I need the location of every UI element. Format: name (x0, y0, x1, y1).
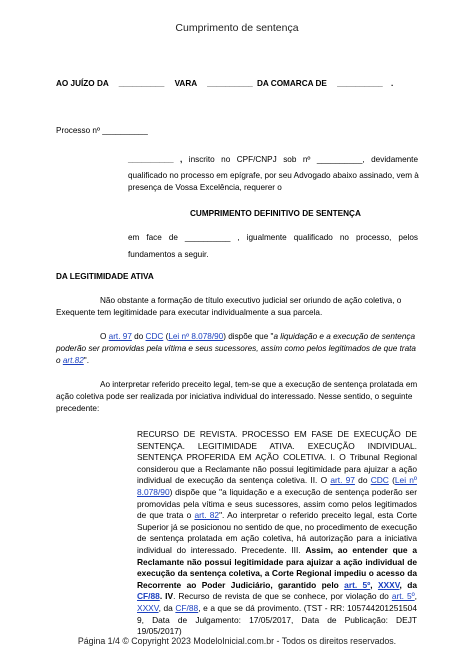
qualification-line3: presença de Vossa Excelência, requerer o (128, 183, 282, 192)
link-cf88[interactable]: CF/88 (137, 591, 160, 602)
link-cdc[interactable]: CDC (145, 332, 164, 341)
addressing-blank2: __________ (207, 79, 253, 88)
para2-text: O (100, 332, 109, 341)
against-line1: em face de __________ , igualmente qualificado no processo, pelos (128, 233, 418, 242)
quote-bold-text: , da (399, 579, 417, 590)
para3-line1: Ao interpretar referido preceito legal, tem-se que a execução de sentença prolatada em (100, 380, 418, 389)
link-art-82[interactable]: art. 82 (194, 510, 220, 521)
quote-bold-text: Assim, ao entender que a Reclamante não possui legitimidade para ajuizar a ação individual de execução da sentença coletiva, a Corte Regional impediu o acesso da Recorrente ao Poder Judiciário, garantido pelo (137, 544, 417, 590)
para2-text: ( (163, 332, 169, 341)
addressing-part3: DA COMARCA DE (256, 79, 327, 88)
section-title: DA LEGITIMIDADE ATIVA (56, 272, 154, 281)
quote-text: , e a que se dá provimento. (TST - RR: 105744201251504 9, Data de Julgamento: 17/05/2017, Data de Publicação: DEJT 19/05/2017) (137, 602, 417, 637)
para1-line2: Exequente tem legitimidade para executar individualmente a sua parcela. (56, 308, 323, 317)
para3-line2: ação coletiva pode ser realizada por iniciativa individual do interessado. Nesse sentido, o seguinte (56, 392, 413, 401)
para2-text: ". (83, 356, 89, 365)
court-addressing (56, 78, 393, 90)
link-lei-8078[interactable]: Lei nº 8.078/90 (168, 332, 224, 341)
para2-text: ) dispõe que " (223, 332, 274, 341)
para2-line3 (56, 355, 89, 367)
quote-text: , (414, 591, 417, 602)
quote-text: do (354, 475, 371, 486)
addressing-blank3: __________ (337, 79, 383, 88)
para2-line2: poderão ser promovidas pela vítima e seus sucessores, assim como pelos legitimados de que trata (56, 344, 416, 353)
quote-bold-text: , (370, 579, 378, 590)
para1-line1: Não obstante a formação de título executivo judicial ser oriundo de ação coletiva, o (100, 296, 402, 305)
qualification-cpf: inscrito no CPF/CNPJ sob nº __________, devidamente (188, 155, 419, 164)
addressing-blank1: __________ (118, 79, 165, 88)
para2-quote: o (56, 356, 63, 365)
link-cdc[interactable]: CDC (370, 475, 389, 486)
qualification-line1 (128, 154, 418, 166)
quote-text: , da (158, 602, 176, 613)
link-xxxv[interactable]: XXXV (137, 602, 159, 613)
addressing-part2: VARA (174, 79, 197, 88)
para2-text: do (131, 332, 146, 341)
link-xxxv[interactable]: XXXV (377, 579, 400, 590)
case-number: Processo nº __________ (56, 126, 148, 135)
against-line2: fundamentos a seguir. (128, 250, 209, 259)
link-art-5[interactable]: art. 5º (344, 579, 371, 590)
quote-text: . Recurso de revista de que se conhece, por violação do (173, 591, 392, 602)
quote-text: ( (388, 475, 395, 486)
jurisprudence-quote (137, 429, 417, 638)
quote-text: ) dispõe que "a liquidação e a execução de sentença poderão ser promovidas pela vítima e seus sucessores, assim como pelos legitimados de que trata o (137, 486, 417, 521)
link-art-97[interactable]: art. 97 (108, 332, 132, 341)
link-cf88[interactable]: CF/88 (175, 602, 199, 613)
para2-quote: a liquidação e a execução de sentença (273, 332, 416, 341)
para2-line1 (100, 331, 415, 343)
party-name-blank: __________ , (128, 155, 183, 164)
link-art-5[interactable]: art. 5º (391, 591, 415, 602)
addressing-part1: AO JUÍZO DA (56, 79, 109, 88)
quote-text: RECURSO DE REVISTA. PROCESSO EM FASE DE EXECUÇÃO DE SENTENÇA. LEGITIMIDADE ATIVA. EXECUÇÃO INDIVIDUAL. SENTENÇA PROFERIDA EM AÇÃO COLETIVA. I. O Tribunal Regional considerou que a Reclamante não possui legitimidade para ajuizar a ação individual de execução da sentença coletiva. II. O (137, 429, 417, 486)
request-title: CUMPRIMENTO DEFINITIVO DE SENTENÇA (190, 209, 361, 218)
qualification-line2: qualificado no processo em epígrafe, por seu Advogado abaixo assinado, vem à (128, 171, 419, 180)
quote-bold-text: . IV (159, 591, 174, 602)
addressing-part4: . (391, 79, 394, 88)
link-lei-8078[interactable]: Lei nº 8.078/90 (137, 475, 417, 497)
para3-line3: precedente: (56, 404, 100, 413)
page-footer: Página 1/4 © Copyright 2023 ModeloInicial.com.br - Todos os direitos reservados. (77, 636, 397, 646)
quote-text: ". Ao interpretar o referido preceito legal, esta Corte Superior já se posicionou no sentido de que, no procedimento de execução de sentença prolatada em ação coletiva, há autorização para a iniciativa individual do interessado. Precedente. III. (137, 510, 418, 555)
link-art-97[interactable]: art. 97 (330, 475, 355, 486)
link-art-82[interactable]: art.82 (62, 356, 84, 365)
document-header-title: Cumprimento de sentença (175, 22, 299, 34)
